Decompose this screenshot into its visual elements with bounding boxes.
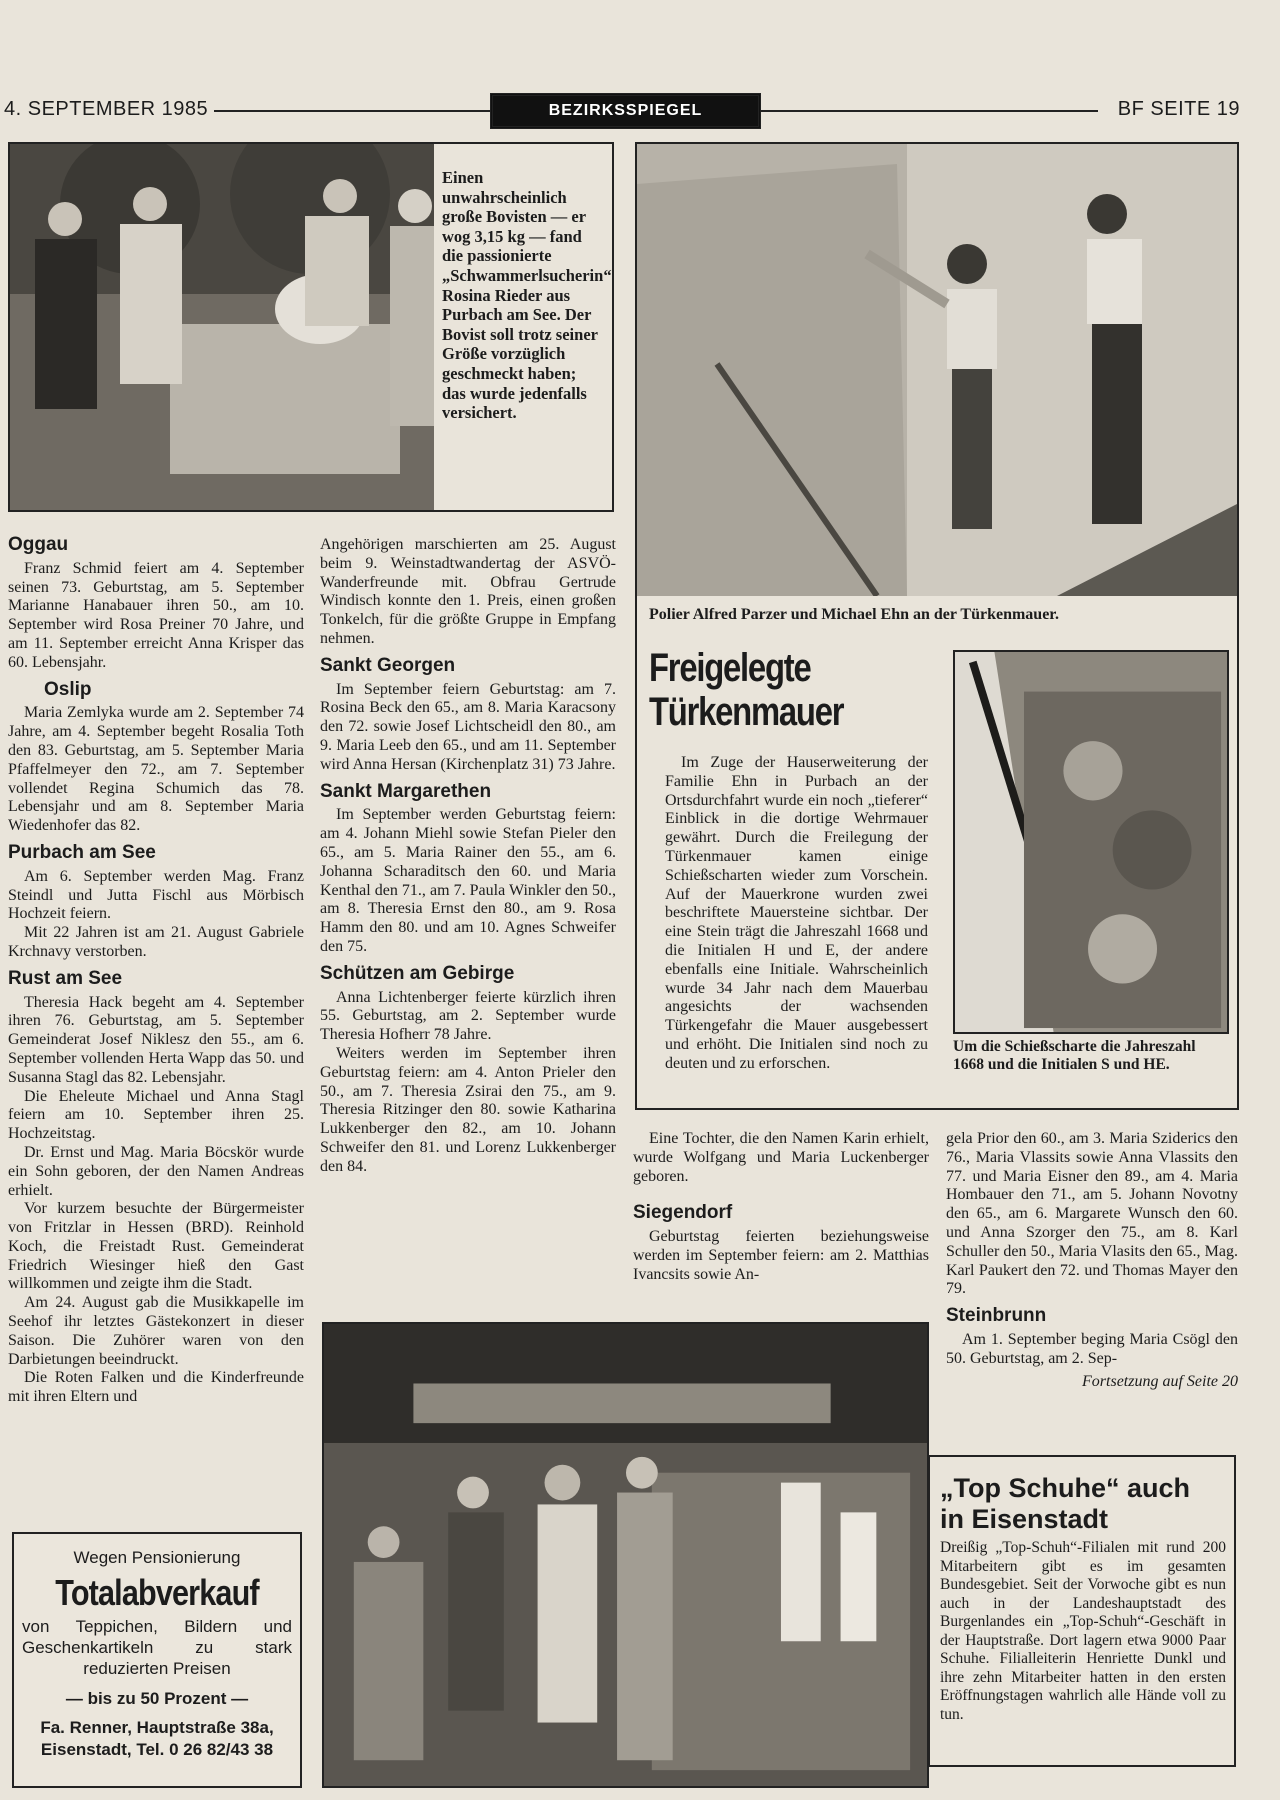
heading-purbach: Purbach am See [8, 841, 156, 863]
tuerkenmauer-body: Im Zuge der Hauserweiterung der Familie Ehn in Purbach an der Ortsdurchfahrt wurde ein noch „tieferer“ Einblick in die dortige Wehrmauer gewährt. Durch die Freilegung der Türkenmauer kamen einige Schießscharten wieder zum Vorschein. Auf der Mauerkrone wurden zwei beschriftete Mauersteine sichtbar. Der eine Stein trägt die Jahreszahl 1668 und die Initialen H und E, der andere ebenfalls eine Initiale. Wahrscheinlich wurde 34 Jahr nach dem Mauerbau angesichts der wachsenden Türkengefahr die Mauer ausgebessert und erhöht. Die Initialen sind noch zu deuten und zu erforschen. [665, 754, 928, 1072]
text-sankt-georgen: Im September feiern Geburtstag: am 7. Rosina Beck den 65., am 8. Maria Karacsony den 72. sowie Josef Lichtscheidl den 80., am 9. Maria Leeb den 65., und am 11. September wird Anna Hersan (Kirchenplatz 31) 73 Jahre. [320, 680, 616, 773]
shoe-shop-photo [322, 1322, 929, 1788]
ad-headline: Totalabverkauf [55, 1572, 259, 1613]
heading-steinbrunn: Steinbrunn [946, 1305, 1047, 1327]
bovist-photo [10, 144, 434, 510]
tuerkenmauer-headline [649, 646, 895, 734]
text-rust-6: Die Roten Falken und die Kinderfreunde mit ihren Eltern und [8, 1369, 304, 1406]
topschuh-article [940, 1539, 1226, 1724]
text-siegendorf-cont: gela Prior den 60., am 3. Maria Sziderics den 76., Maria Vlassits sowie Anna Vlassits den 77. und Maria Eisner den 89., am 4. Maria Hombauer den 71., am 5. Johann Novotny den 65., am 6. Margarete Wunsch den 60. und Anna Szorger den 75., am 8. Karl Schuller den 50., Maria Vlasits den 65., Mag. Karl Paukert den 72. und Thomas Mayer den 79. [946, 1130, 1238, 1298]
ad-line-1: Wegen Pensionierung [73, 1548, 241, 1567]
wall-photo-caption: Polier Alfred Parzer und Michael Ehn an der Türkenmauer. [649, 606, 1059, 623]
text-sankt-margarethen: Im September werden Geburtstag feiern: am 4. Johann Miehl sowie Stefan Pieler den 65., am 5. Maria Rainer den 55., am 6. Johanna Scharaditsch den 60. und Maria Kenthal den 71., am 7. Paula Winkler den 50., am 8. Theresia Ernst den 80., am 9. Rosa Hamm den 80. und am 10. Agnes Schweifer den 75. [320, 806, 616, 955]
issue-date: 4. SEPTEMBER 1985 [4, 98, 214, 121]
heading-schuetzen: Schützen am Gebirge [320, 962, 515, 984]
schiessscharte-caption: Um die Schießscharte die Jahreszahl 1668 und die Initialen S und HE. [953, 1038, 1196, 1073]
ad-address: Fa. Renner, Hauptstraße 38a, Eisenstadt, Tel. 0 26 82/43 38 [40, 1718, 274, 1759]
text-purbach-2: Mit 22 Jahren ist am 21. August Gabriele Krchnavy verstorben. [8, 924, 304, 960]
ad-discount: — bis zu 50 Prozent — [65, 1689, 249, 1708]
bovist-caption: Einen unwahrscheinlich große Bovisten — er wog 3,15 kg — fand die passionierte „Schwammerlsucherin“ Rosina Rieder aus Purbach am See. Der Bovist soll trotz seiner Größe vorzüglich geschmeckt haben; das wurde jedenfalls versichert. [442, 168, 612, 423]
header-rule-right [760, 110, 1098, 112]
heading-rust: Rust am See [8, 967, 123, 989]
text-rust-cont: Angehörigen marschierten am 25. August beim 9. Weinstadtwandertag der ASVÖ-Wanderfreunde mit. Obfrau Gertrude Windisch konnte den 1. Preis, einen großen Tonkelch, für die größte Gruppe in Empfang nehmen. [320, 536, 616, 647]
column-3 [633, 1130, 929, 1285]
text-rust-3: Dr. Ernst und Mag. Maria Böcskör wurde ein Sohn geboren, der den Namen Andreas erhielt. [8, 1143, 304, 1199]
schiessscharte-photo [953, 650, 1229, 1034]
topschuh-body: Dreißig „Top-Schuh“-Filialen mit rund 200 Mitarbeitern gibt es im gesamten Bundesgebiet. Seit der Vorwoche gibt es nun auch in der Landeshauptstadt des Burgenlandes ein „Top-Schuh“-Geschäft in der Hauptstraße. Dort lagern etwa 9000 Paar Schuhe. Filialleiterin Henriette Dunkl und ihre zehn Mitarbeiter hatten in den ersten Eröffnungstagen wahrlich alle Hände voll zu tun. [940, 1539, 1226, 1723]
topschuh-box [928, 1455, 1236, 1767]
header-rule-left [200, 110, 490, 112]
topschuh-title-2: in Eisenstadt [940, 1504, 1109, 1534]
column-2 [320, 536, 616, 1177]
headline-line-2: Türkenmauer [649, 690, 844, 734]
text-siegendorf: Geburtstag feierten beziehungsweise werden im September feiern: am 2. Matthias Ivancsits sowie An- [633, 1228, 929, 1283]
heading-siegendorf: Siegendorf [633, 1202, 733, 1224]
text-oggau: Franz Schmid feiert am 4. September seinen 73. Geburtstag, am 5. September Marianne Hanabauer ihren 50., am 10. September wird Rosa Preiner 70 Jahre, und am 11. September erreicht Anna Krisper das 60. Lebensjahr. [8, 559, 304, 671]
headline-line-1: Freigelegte [649, 646, 811, 690]
page-number: BF SEITE 19 [1112, 98, 1240, 121]
text-rust-5: Am 24. August gab die Musikkapelle im Seehof ihr letztes Gästekonzert in dieser Saison. Die Zuhörer waren von den Darbietungen beeindruckt. [8, 1294, 304, 1368]
continued-note: Fortsetzung auf Seite 20 [1082, 1372, 1238, 1390]
heading-sankt-georgen: Sankt Georgen [320, 654, 456, 676]
topschuh-headline [940, 1473, 1230, 1535]
wall-workers-photo [637, 144, 1237, 596]
topschuh-title-1: „Top Schuhe“ auch [940, 1473, 1191, 1503]
tuerkenmauer-article [665, 754, 928, 1074]
heading-sankt-margarethen: Sankt Margarethen [320, 780, 492, 802]
text-purbach-1: Am 6. September werden Mag. Franz Steindl und Jutta Fischl aus Mörbisch Hochzeit feiern. [8, 867, 304, 923]
text-rust-4: Vor kurzem besuchte der Bürgermeister von Fritzlar in Hessen (BRD). Reinhold Koch, die Freistadt Rust. Gemeinderat Friedrich Wiesinger hieß den Gast willkommen und zeigte ihm die Stadt. [8, 1200, 304, 1293]
ad-line-3: von Teppichen, Bildern und Geschenkartikeln zu stark reduzierten Preisen [22, 1617, 292, 1678]
text-schuetzen-2: Weiters werden im September ihren Geburtstag feiern: am 4. Anton Prieler den 50., am 7. Theresia Zsirai den 75., am 9. Theresia Ritzinger den 80. sowie Katharina Lukkenberger den 82., am 10. Johann Schweifer den 81. und Lorenz Lukkenberger den 84. [320, 1044, 616, 1175]
column-4 [946, 1130, 1238, 1391]
text-rust-2: Die Eheleute Michael und Anna Stagl feiern am 10. September ihren 25. Hochzeitstag. [8, 1087, 304, 1143]
heading-oslip: Oslip [44, 678, 92, 700]
heading-oggau: Oggau [8, 534, 69, 555]
text-schuetzen-1: Anna Lichtenberger feierte kürzlich ihren 55. Geburtstag, am 2. September wurde Theresia Hofherr 78 Jahre. [320, 988, 616, 1044]
text-rust-1: Theresia Hack begeht am 4. September ihren 76. Geburtstag, am 5. September Gemeinderat Josef Niklesz den 55., am 6. September vollenden Herta Wapp das 50. und Susanna Stagl das 82. Lebensjahr. [8, 993, 304, 1086]
tuerkenmauer-box [635, 142, 1239, 1110]
column-1 [8, 536, 304, 1407]
text-oslip: Maria Zemlyka wurde am 2. September 74 Jahre, am 4. September begeht Rosalia Toth den 83. Geburtstag, am 5. September Maria Pfaffelmeyer den 72., am 7. September vollendet Regina Schumich das 78. Lebensjahr und am 8. September Maria Wiedenhofer das 82. [8, 704, 304, 835]
totalabverkauf-ad [12, 1532, 302, 1788]
bovist-box [8, 142, 614, 512]
text-tochter: Eine Tochter, die den Namen Karin erhielt, wurde Wolfgang und Maria Luckenberger geboren. [633, 1130, 929, 1185]
section-title: BEZIRKSSPIEGEL [490, 93, 761, 129]
text-steinbrunn: Am 1. September beging Maria Csögl den 50. Geburtstag, am 2. Sep- [946, 1330, 1238, 1367]
